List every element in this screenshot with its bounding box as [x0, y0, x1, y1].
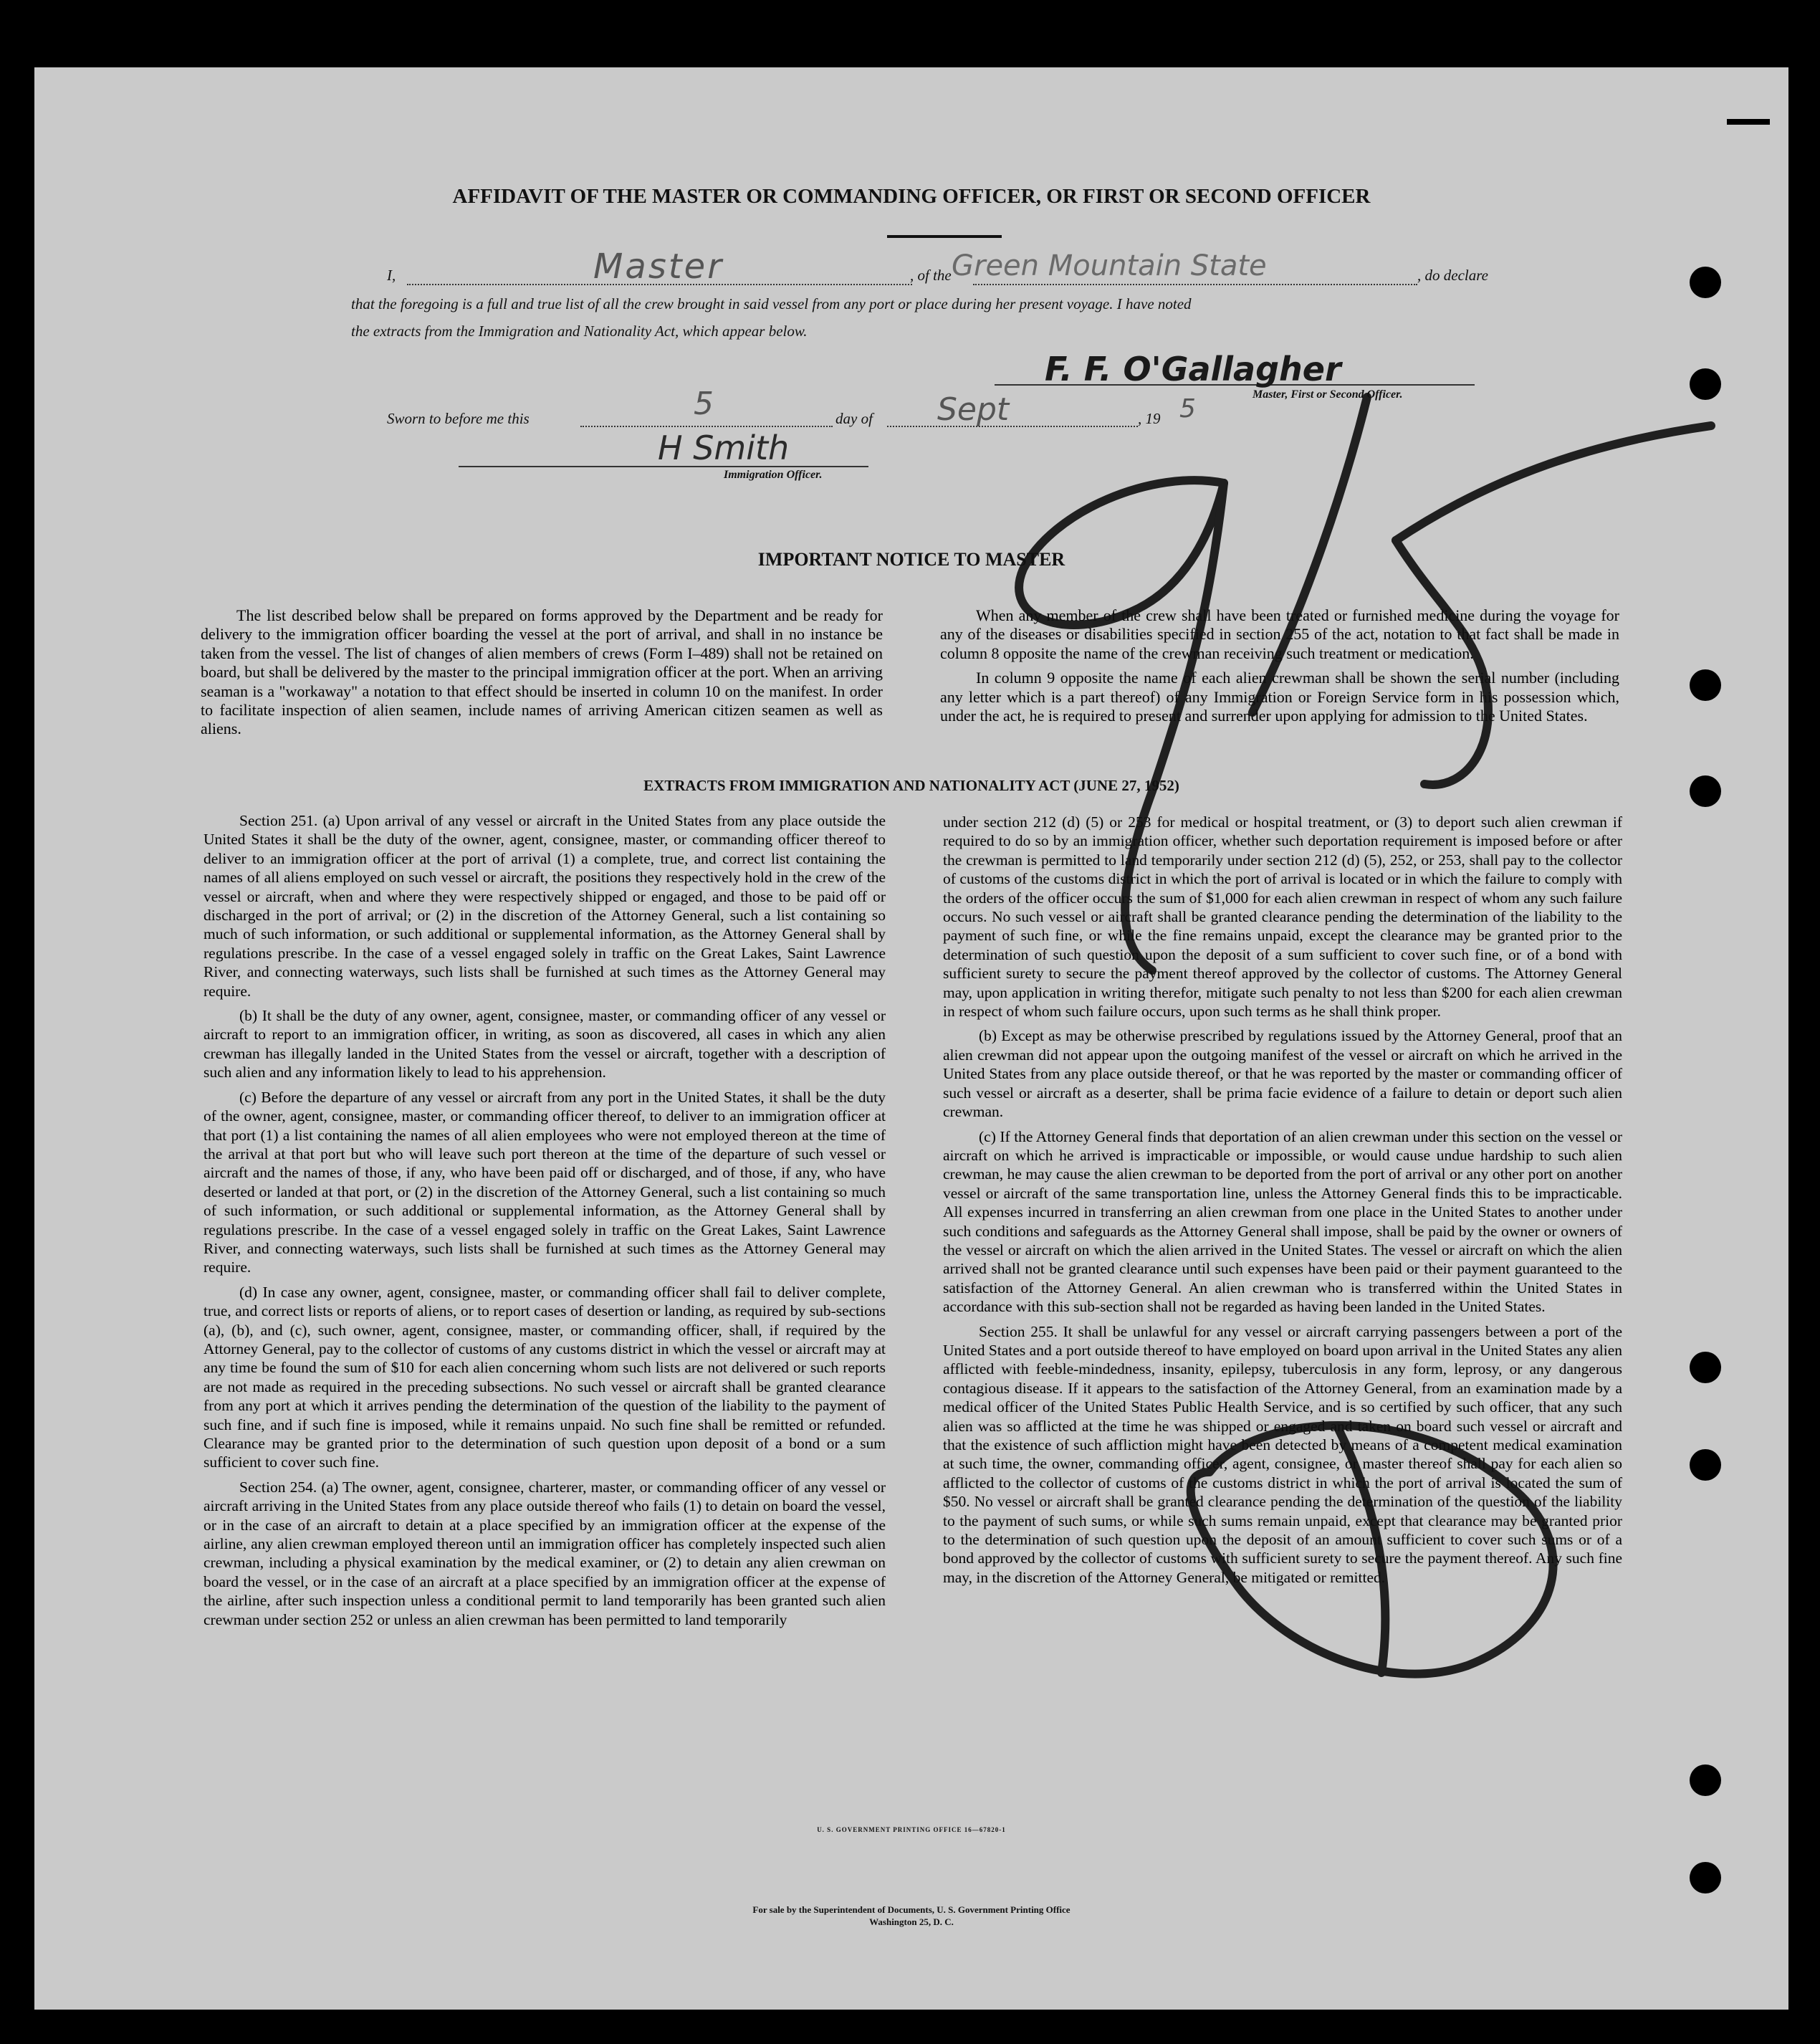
mark-lower-loop [1191, 1425, 1553, 1674]
extract-paragraph: (b) It shall be the duty of any owner, agent, consignee, master, or commanding officer of any vessel or aircraft to report to an immigration officer, in writing, as soon as discovered, all cases in which any alien crewman has illegally landed in the United States from the vessel or aircraft, together with a description of such alien and any information likely to lead to his apprehension. [203, 1007, 886, 1081]
vessel-handwriting: Green Mountain State [952, 249, 1267, 282]
edge-mark [1727, 119, 1770, 125]
rank-handwriting: Master [593, 247, 724, 287]
extract-paragraph: under section 212 (d) (5) or 253 for medical or hospital treatment, or (3) to deport such alien crewman if required to do so by an immigration officer, whether such deportation requirement is imposed before or after the crewman is permitted to land temporarily under section 212 (d) (5), 252, or 253, shall pay to the collector of customs of the customs district in which the port of arrival is located or in which the failure to comply with the orders of the officer occurs the sum of $1,000 for each alien crewman in respect of whom any such failure occurs. No such vessel or aircraft shall be granted clearance pending the determination of the liability to the payment of such fine, or while the fine remains unpaid, except the clearance may be granted prior to the determination of such question upon the deposit of a sum sufficient to cover such fine, or of a bond with sufficient surety to secure the payment thereof approved by the collector of customs. The Attorney General may, upon application in writing therefor, mitigate such penalty to not less than $200 for each alien crewman in respect of whom such failure occurs, upon such terms as he shall think proper. [943, 813, 1622, 1021]
notice-left-paragraph: The list described below shall be prepared on forms approved by the Department and be ready for delivery to the immigration officer boarding the vessel at the port of arrival, and shall in no instance be taken from the vessel. The list of changes of alien members of crews (Form I–489) shall not be retained on board, but shall be delivered by the master to the principal immigration officer at the port. When an arriving seaman is a "workaway" a notation to that effect should be inserted in column 10 on the manifest. In order to facilitate inspection of alien seamen, include names of arriving American citizen seamen as well as aliens. [201, 606, 883, 738]
year-label: , 19 [1138, 410, 1161, 427]
day-handwriting: 5 [694, 386, 714, 422]
signature-caption: Master, First or Second Officer. [1253, 388, 1403, 401]
binder-hole [1690, 1764, 1721, 1796]
declaration-text-line2: the extracts from the Immigration and Nationality Act, which appear below. [351, 323, 808, 340]
gpo-imprint: U. S. GOVERNMENT PRINTING OFFICE 16—67820-1 [817, 1826, 1006, 1833]
decl-i-label: I, [387, 267, 396, 284]
declaration-text-line1: that the foregoing is a full and true list of all the crew brought in said vessel from any port or place during her present voyage. I have noted [351, 295, 1192, 312]
year-handwriting: 5 [1179, 394, 1196, 424]
binder-hole [1690, 1862, 1721, 1893]
extract-paragraph: (b) Except as may be otherwise prescribed by regulations issued by the Attorney General, proof that an alien crewman did not appear upon the outgoing manifest of the vessel or aircraft on which he arrived in the United States from any place outside thereof, or that he was reported by the master or commanding officer of such vessel or aircraft as a deserter, shall be prima facie evidence of a failure to detain or deport such alien crewman. [943, 1027, 1622, 1121]
mark-nine-stem [1125, 483, 1224, 970]
binder-hole [1690, 775, 1721, 807]
master-signature: F. F. O'Gallagher [1045, 350, 1341, 388]
decl-of-the-label: , of the [910, 267, 952, 284]
sworn-label: Sworn to before me this [387, 410, 530, 427]
decl-do-declare-label: , do declare [1417, 267, 1488, 284]
extract-paragraph: Section 251. (a) Upon arrival of any vessel or aircraft in the United States from any place outside the United States it shall be the duty of the owner, agent, consignee, master, or commanding officer thereof to deliver to an immigration officer at the port of arrival (1) a complete, true, and correct list containing the names of all aliens employed on such vessel or aircraft, the positions they respectively hold in the crew of the vessel or aircraft, when and where they were respectively shipped or engaged, and those to be paid off or discharged in the port of arrival; or (2) in the discretion of the Attorney General, such a list containing so much of such information, or such additional or supplemental information, as the Attorney General shall by regulations prescribe. In the case of a vessel engaged solely in traffic on the Great Lakes, Saint Lawrence River, and connecting waterways, such lists shall be furnished at such times as the Attorney General may require. [203, 812, 886, 1000]
binder-hole [1690, 669, 1721, 701]
mark-slash [1253, 397, 1367, 712]
binder-hole [1690, 267, 1721, 298]
officer-caption: Immigration Officer. [724, 469, 823, 481]
handwritten-mark [34, 67, 1788, 2010]
mark-nine-loop [1019, 480, 1224, 625]
notice-heading: IMPORTANT NOTICE TO MASTER [757, 549, 1065, 570]
affidavit-title: AFFIDAVIT OF THE MASTER OR COMMANDING OFFICER, OR FIRST OR SECOND OFFICER [452, 185, 1371, 208]
binder-hole [1690, 368, 1721, 400]
mark-five-body [1396, 540, 1488, 785]
sale-notice-line1: For sale by the Superintendent of Documents, U. S. Government Printing Office [752, 1904, 1071, 1915]
extracts-heading: EXTRACTS FROM IMMIGRATION AND NATIONALITY ACT (JUNE 27, 1952) [643, 777, 1179, 794]
day-of-label: day of [835, 410, 873, 427]
form-sheet [34, 67, 1788, 2010]
binder-hole [1690, 1449, 1721, 1481]
notice-right-paragraph-1: When any member of the crew shall have been treated or furnished medicine during the voyage for any of the diseases or disabilities specified in section 255 of the act, notation to that fact shall be made in column 8 opposite the name of the crewman receiving such treatment or medication. [940, 606, 1619, 662]
extract-paragraph: (d) In case any owner, agent, consignee, master, or commanding officer shall fail to deliver complete, true, and correct lists or reports of aliens, or to report cases of desertion or landing, as required by sub-sections (a), (b), and (c), such owner, agent, consignee, master, or commanding officer, shall, if required by the Attorney General, pay to the collector of customs of any customs district in which the vessel or aircraft may at any time be found the sum of $10 for each alien concerning whom such lists are not delivered or such reports are not made as required in the preceding subsections. No such vessel or aircraft shall be granted clearance from any port at which it arrives pending the determination of the question of the liability to the payment of such fine, and if such fine is imposed, while it remains unpaid. No such fine shall be remitted or refunded. Clearance may be granted prior to the determination of such question upon deposit of a bond or a sum sufficient to cover such fine. [203, 1283, 886, 1471]
officer-signature: H Smith [658, 429, 790, 467]
mark-lower-tail [1338, 1429, 1385, 1673]
mark-five-top [1396, 426, 1711, 540]
extract-paragraph: Section 255. It shall be unlawful for any vessel or aircraft carrying passengers between a port of the United States and a port outside thereof to have employed on board upon arrival in the United States any alien afflicted with feeble-mindedness, insanity, epilepsy, tuberculosis in any form, leprosy, or any dangerous contagious disease. If it appears to the satisfaction of the Attorney General, from an examination made by a medical officer of the United States Public Health Service, and is so certified by such officer, that any such alien was so afflicted at the time he was shipped or engaged and taken on board such vessel or aircraft and that the existence of such affliction might have been detected by means of a competent medical examination at such time, the owner, commanding officer, agent, consignee, or master thereof shall pay for each alien so afflicted to the collector of customs of the customs district in which the port of arrival is located the sum of $50. No vessel or aircraft shall be granted clearance pending the determination of the question of the liability to the payment of such sums, or while such sums remain unpaid, except that clearance may be granted prior to the determination of such question upon the deposit of an amount sufficient to cover such sums or of a bond approved by the collector of customs with sufficient surety to secure the payment thereof. Any such fine may, in the discretion of the Attorney General, be mitigated or remitted. [943, 1322, 1622, 1586]
notice-right-paragraph-2: In column 9 opposite the name of each alien crewman shall be shown the serial number (including any letter which is a part thereof) of any Immigration or Foreign Service form in his possession which, under the act, he is required to present and surrender upon applying for admission to the United States. [940, 669, 1619, 725]
sale-notice-line2: Washington 25, D. C. [869, 1916, 954, 1927]
extract-paragraph: Section 254. (a) The owner, agent, consignee, charterer, master, or commanding officer of any vessel or aircraft arriving in the United States from any place outside thereof who fails (1) to detain on board the vessel, or in the case of an aircraft to detain at a place specified by an immigration officer at the expense of the airline, any alien crewman employed thereon until an immigration officer has completely inspected such alien crewman, including a physical examination by the medical examiner, or (2) to detain any alien crewman on board the vessel, or in the case of an aircraft at a place specified by an immigration officer at the expense of the airline, after such inspection unless a conditional permit to land temporarily has been granted such alien crewman under section 252 or unless an alien crewman has been permitted to land temporarily [203, 1478, 886, 1628]
binder-hole [1690, 1352, 1721, 1383]
month-handwriting: Sept [937, 391, 1010, 428]
extract-paragraph: (c) Before the departure of any vessel or aircraft from any port in the United States, it shall be the duty of the owner, agent, consignee, master, or commanding officer thereof, to deliver to an immigration officer at that port (1) a list containing the names of all alien employees who were not employed thereon at the time of the arrival at that port but who will leave such port thereon at the time of the departure of such vessel or aircraft and the names of those, if any, who have been paid off or discharged, and of those, if any, who have deserted or landed at that port, or (2) in the discretion of the Attorney General, such a list containing so much of such information, or such additional or supplemental information, as the Attorney General shall by regulations prescribe. In the case of a vessel engaged solely in traffic on the Great Lakes, Saint Lawrence River, and connecting waterways, such lists shall be furnished at such times as the Attorney General may require. [203, 1088, 886, 1276]
extract-paragraph: (c) If the Attorney General finds that deportation of an alien crewman under this section on the vessel or aircraft on which he arrived is impracticable or impossible, or would cause undue hardship to such alien crewman, he may cause the alien crewman to be deported from the port of arrival or any other port on another vessel or aircraft of the same transportation line, unless the Attorney General finds this to be impracticable. All expenses incurred in transferring an alien crewman from one place in the United States to another under such conditions and safeguards as the Attorney General shall impose, shall be paid by the owner or owners of the vessel or aircraft on which the alien arrived in the United States. The vessel or aircraft on which the alien arrived shall not be granted clearance until such expenses have been paid or their payment guaranteed to the satisfaction of the Attorney General. An alien crewman who is transferred within the United States in accordance with this sub-section shall not be regarded as having been landed in the United States. [943, 1127, 1622, 1316]
